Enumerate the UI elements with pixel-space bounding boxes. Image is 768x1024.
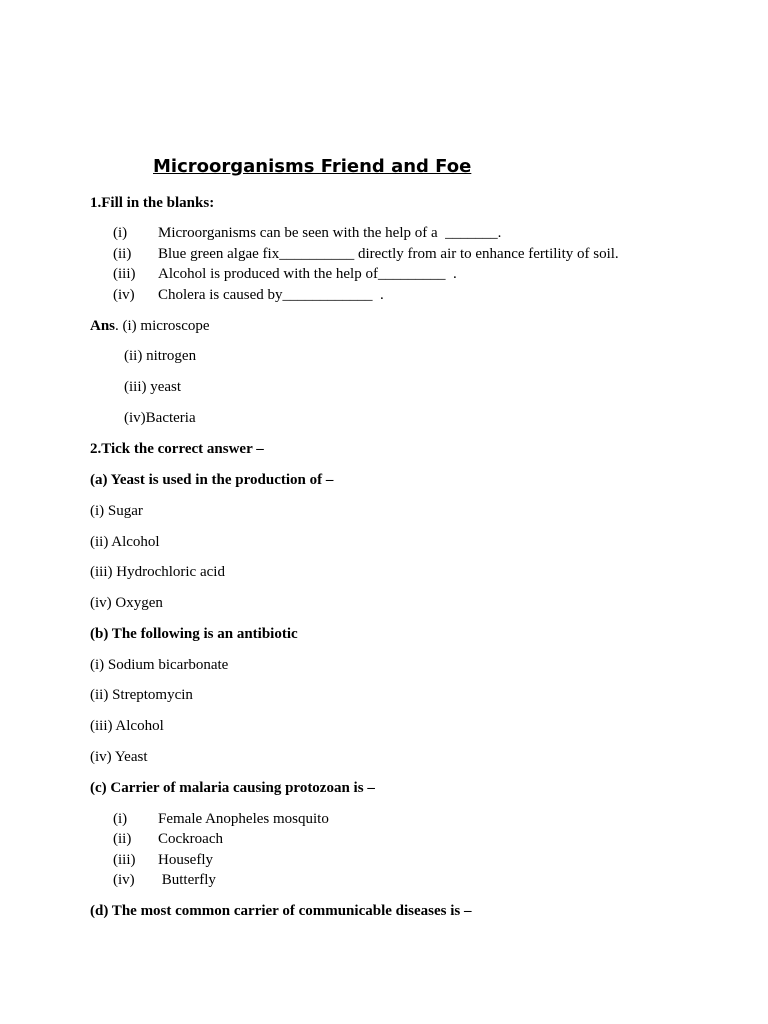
q2c-item-text: Cockroach (158, 831, 223, 847)
q2c-item-number: (ii) (113, 831, 132, 847)
q2b-option: (iv) Yeast (90, 749, 148, 765)
q2a-option: (iii) Hydrochloric acid (90, 564, 225, 580)
q2a-option: (ii) Alcohol (90, 534, 160, 550)
q1-item-text: Microorganisms can be seen with the help of a _______. (158, 225, 502, 241)
q1-item-text: Alcohol is produced with the help of_________ . (158, 266, 457, 282)
q1-item-number: (i) (113, 225, 128, 241)
q1-answer-first (90, 319, 210, 334)
q2a-option: (i) Sugar (90, 503, 143, 519)
q2c-item-text: Female Anopheles mosquito (158, 811, 329, 827)
q2b-question: (b) The following is an antibiotic (90, 626, 298, 642)
page-title: Microorganisms Friend and Foe (153, 156, 472, 177)
q2a-option: (iv) Oxygen (90, 595, 163, 611)
q1-item-number: (ii) (113, 246, 132, 262)
q1-item-number: (iii) (113, 266, 136, 282)
q1-item-number: (iv) (113, 287, 135, 303)
answer-label: Ans (90, 318, 116, 334)
q1-item-text: Blue green algae fix__________ directly from air to enhance fertility of soil. (158, 246, 619, 262)
answer-text: . (i) microscope (115, 318, 210, 334)
q2-heading: 2.Tick the correct answer – (90, 441, 264, 457)
q1-answer: (ii) nitrogen (124, 348, 197, 364)
q1-heading: 1.Fill in the blanks: (90, 195, 215, 211)
q2b-option: (iii) Alcohol (90, 718, 164, 734)
q1-item-text: Cholera is caused by____________ . (158, 287, 384, 303)
q2c-item-number: (i) (113, 811, 128, 827)
q1-answer: (iv)Bacteria (124, 410, 196, 426)
q2c-question: (c) Carrier of malaria causing protozoan is – (90, 780, 375, 796)
q2c-item-text: Butterfly (158, 872, 216, 888)
q2b-option: (i) Sodium bicarbonate (90, 657, 229, 673)
q1-answer: (iii) yeast (124, 379, 182, 395)
q2c-item-text: Housefly (158, 852, 213, 868)
q2b-option: (ii) Streptomycin (90, 687, 193, 703)
q2d-question: (d) The most common carrier of communicable diseases is – (90, 903, 472, 919)
q2c-item-number: (iv) (113, 872, 135, 888)
q2c-item-number: (iii) (113, 852, 136, 868)
q2a-question: (a) Yeast is used in the production of – (90, 472, 334, 488)
